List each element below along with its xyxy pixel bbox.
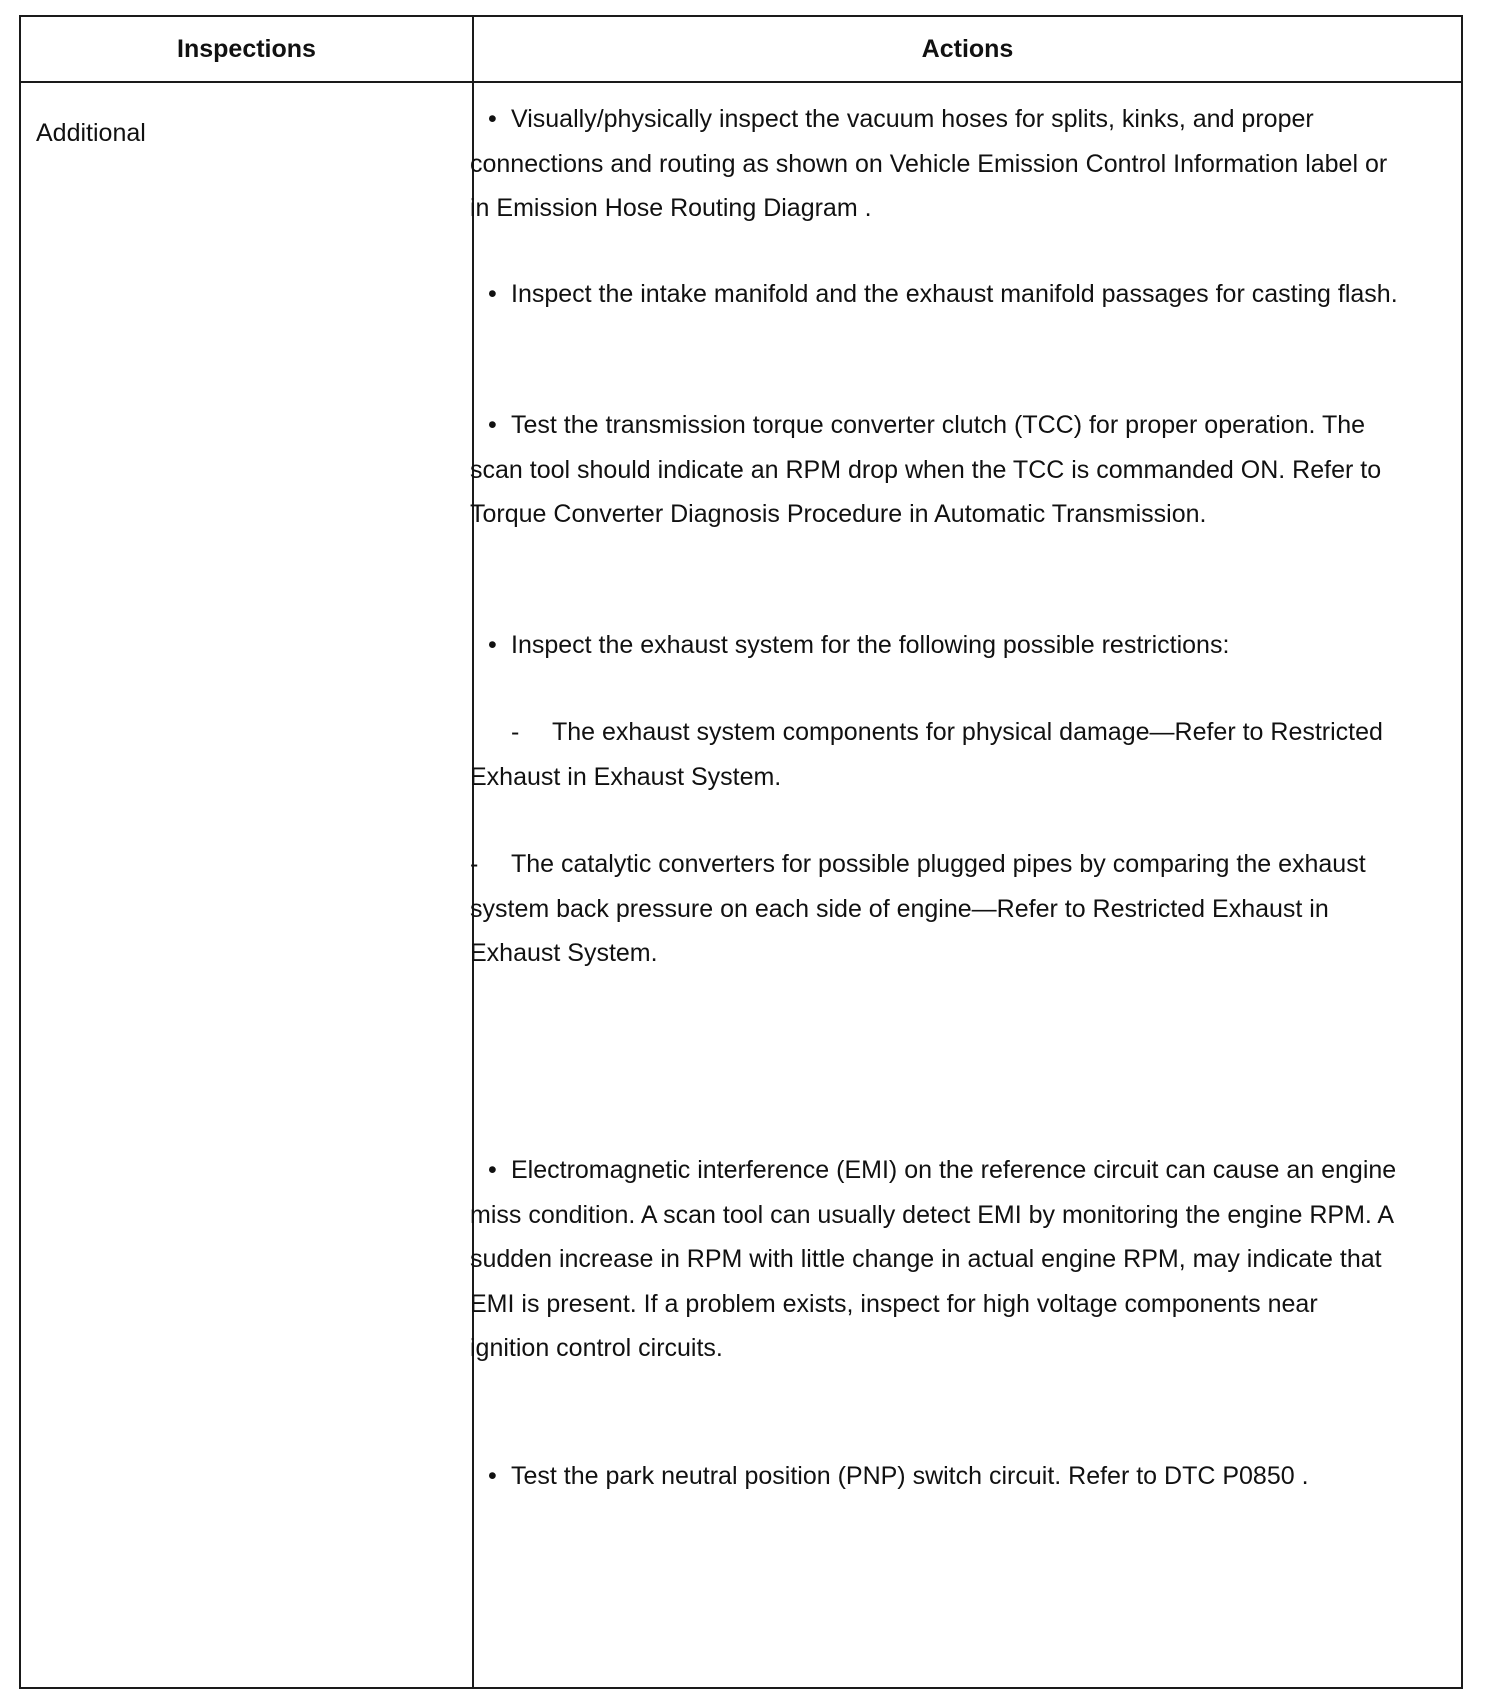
action-item (470, 403, 1400, 537)
bullet-marker: • (488, 631, 497, 659)
bullet-marker: • (488, 280, 497, 308)
action-text: Test the transmission torque converter clutch (TCC) for proper operation. The scan tool should indicate an RPM drop when the TCC is commanded ON. Refer to Torque Converter Diagnosis Procedure in Automatic Transmission. (470, 411, 1382, 528)
action-text: Visually/physically inspect the vacuum hoses for splits, kinks, and proper connections and routing as shown on Vehicle Emission Control Information label or in Emission Hose Routing Diagram . (470, 105, 1388, 222)
bullet-marker: • (488, 411, 497, 439)
action-subitem (470, 710, 1400, 799)
action-text: The catalytic converters for possible plugged pipes by comparing the exhaust system back pressure on each side of engine—Refer to Restricted Exhaust in Exhaust System. (470, 850, 1366, 967)
header-inspections: Inspections (177, 35, 316, 63)
bullet-marker: • (488, 1462, 497, 1490)
bullet-marker: • (488, 105, 497, 133)
action-subitem (470, 842, 1400, 976)
action-text: Inspect the exhaust system for the following possible restrictions: (511, 631, 1230, 659)
header-actions: Actions (921, 35, 1014, 63)
action-text: The exhaust system components for physical damage—Refer to Restricted Exhaust in Exhaust System. (470, 718, 1383, 791)
action-item (470, 1148, 1400, 1371)
action-text: Inspect the intake manifold and the exhaust manifold passages for casting flash. (511, 280, 1398, 308)
action-item (470, 97, 1400, 231)
dash-marker: - (470, 850, 479, 878)
header-divider (21, 81, 1461, 83)
action-item (470, 1454, 1400, 1499)
action-text: Electromagnetic interference (EMI) on the reference circuit can cause an engine miss condition. A scan tool can usually detect EMI by monitoring the engine RPM. A sudden increase in RPM with little change in actual engine RPM, may indicate that EMI is present. If a problem exists, inspect for high voltage components near ignition control circuits. (470, 1156, 1397, 1362)
bullet-marker: • (488, 1156, 497, 1184)
inspection-cell: Additional (36, 119, 146, 147)
action-item (470, 623, 1400, 668)
action-text: Test the park neutral position (PNP) switch circuit. Refer to DTC P0850 . (511, 1462, 1309, 1490)
action-item (470, 272, 1400, 317)
dash-marker: - (511, 718, 520, 746)
